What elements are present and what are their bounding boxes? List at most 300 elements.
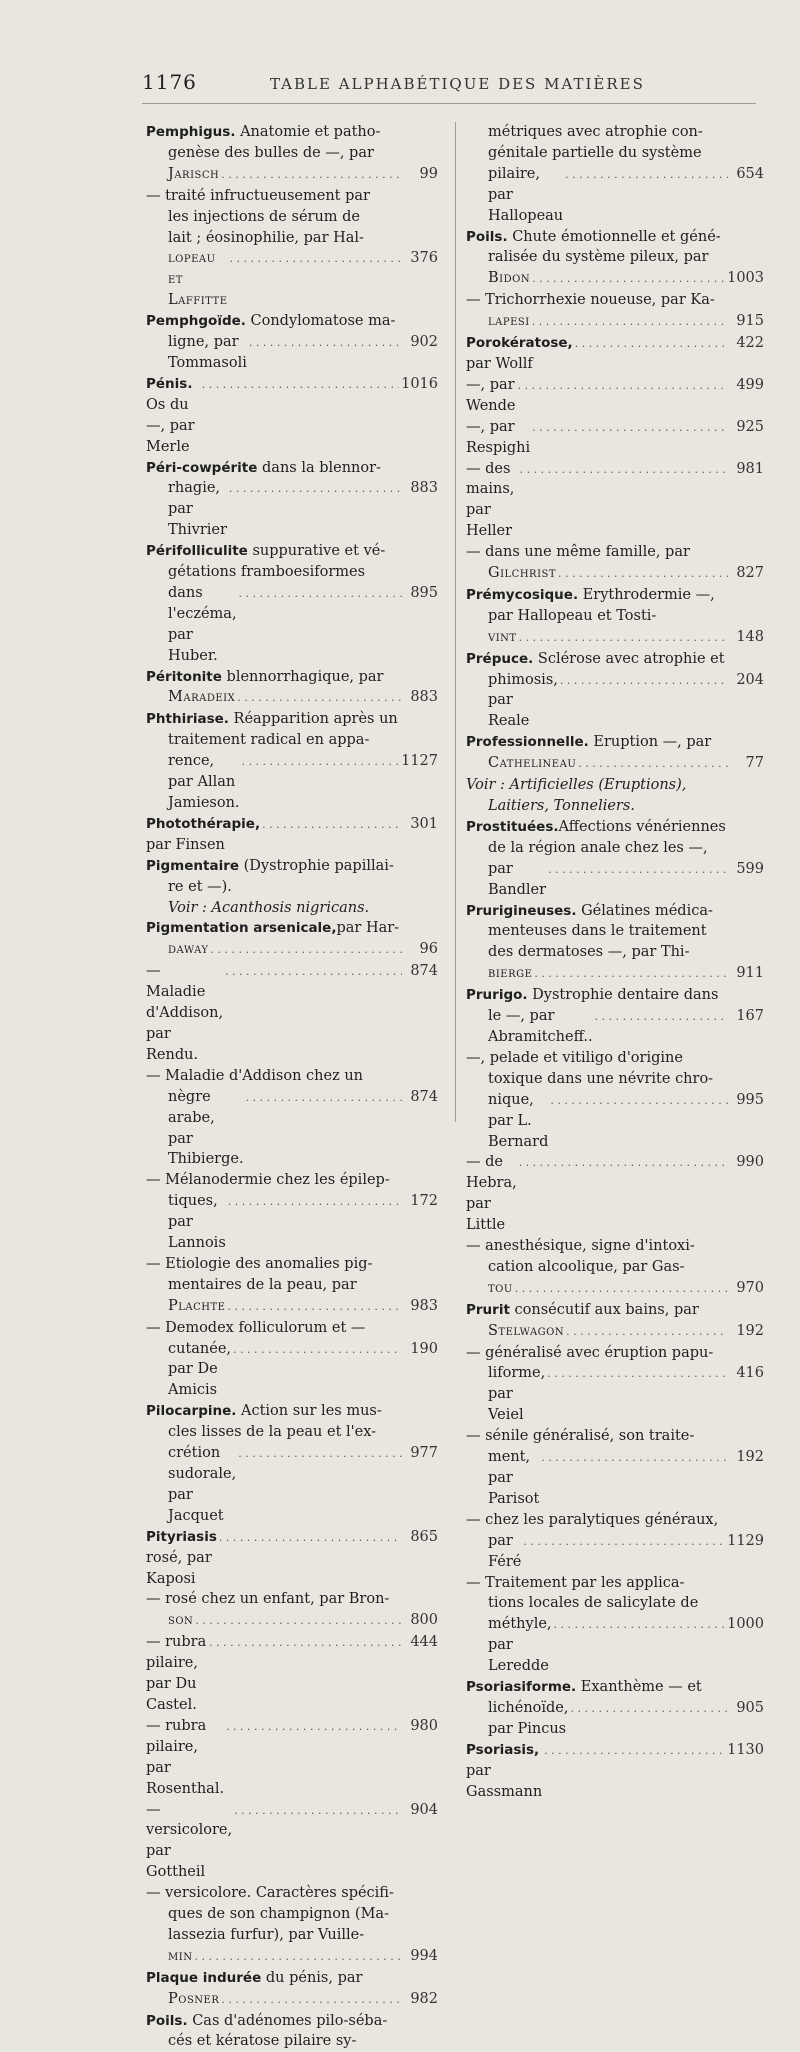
entry-line xyxy=(466,649,764,670)
entry-text: par Bandler xyxy=(488,860,547,898)
index-entry xyxy=(466,732,764,775)
entry-text: Bidon xyxy=(488,270,531,287)
index-entry xyxy=(466,649,764,733)
index-entry xyxy=(466,227,764,291)
dot-leader xyxy=(532,417,728,439)
entry-text: — rubra pilaire, par Du Castel. xyxy=(146,1634,207,1713)
entry-text: gétations framboesiformes xyxy=(168,564,366,581)
entry-text: — de Hebra, par Little xyxy=(466,1154,517,1234)
entry-line xyxy=(466,1531,764,1573)
index-entry xyxy=(146,667,438,710)
entry-line xyxy=(466,122,764,143)
page-reference: 499 xyxy=(736,376,764,393)
index-entry xyxy=(146,1318,438,1402)
entry-heading: Porokératose, xyxy=(466,335,573,352)
dot-leader xyxy=(225,961,402,983)
entry-text: Cas d'adénomes pilo-séba- xyxy=(187,2012,388,2029)
entry-text: le —, par Abramitcheff.. xyxy=(488,1008,593,1045)
entry-line xyxy=(466,1006,764,1048)
entry-text: (Dystrophie papillai- xyxy=(239,857,394,874)
entry-text: re et —). xyxy=(168,878,232,895)
index-entry xyxy=(466,417,764,459)
page-reference: 1003 xyxy=(727,270,764,287)
page-reference: 376 xyxy=(410,250,438,267)
entry-text: du pénis, par xyxy=(261,1969,363,1986)
entry-text: —, pelade et vitiligo d'origine xyxy=(466,1049,683,1066)
page-reference: 192 xyxy=(736,1322,764,1339)
dot-leader xyxy=(519,627,728,649)
index-entry xyxy=(146,918,438,961)
page-reference: 895 xyxy=(410,584,438,601)
entry-text: lopeau et Laffitte xyxy=(168,250,228,309)
entry-line xyxy=(146,1925,438,1946)
entry-line xyxy=(146,583,438,667)
entry-heading: Prurigo. xyxy=(466,987,528,1004)
page-reference: 905 xyxy=(736,1699,764,1716)
dot-leader xyxy=(239,583,402,605)
index-entry xyxy=(466,1048,764,1153)
entry-text: — anesthésique, signe d'intoxi- xyxy=(466,1238,695,1255)
entry-line xyxy=(146,1610,438,1632)
entry-line xyxy=(146,856,438,877)
entry-heading: Pemphigus. xyxy=(146,124,236,140)
page-reference: 99 xyxy=(419,165,438,182)
entry-text: vint xyxy=(488,628,517,645)
index-entry xyxy=(466,1426,764,1510)
entry-line xyxy=(146,186,438,207)
entry-text: dans l'eczéma, par Huber. xyxy=(168,584,237,664)
entry-text: — Demodex folliculorum et — xyxy=(146,1319,366,1336)
entry-line xyxy=(146,709,438,730)
page-reference: 994 xyxy=(410,1947,438,1964)
entry-text: Stelwagon xyxy=(488,1322,565,1339)
entry-line xyxy=(146,939,438,961)
page-reference: 416 xyxy=(736,1365,764,1382)
entry-text: Os du —, par Merle xyxy=(146,396,195,455)
index-entry xyxy=(466,1236,764,1300)
entry-text: par Féré xyxy=(488,1532,522,1570)
entry-text: de la région anale chez les —, xyxy=(488,839,708,856)
page-reference: 167 xyxy=(736,1008,764,1025)
entry-heading: Prostituées. xyxy=(466,818,559,835)
dot-leader xyxy=(195,1610,402,1632)
index-entry xyxy=(466,1677,764,1740)
entry-heading: Plaque indurée xyxy=(146,1969,262,1986)
dot-leader xyxy=(221,164,402,186)
dot-leader xyxy=(202,374,399,396)
dot-leader xyxy=(230,248,403,270)
entry-line xyxy=(146,2011,438,2032)
dot-leader xyxy=(558,563,728,585)
entry-text: — Maladie d'Addison, par Rendu. xyxy=(146,963,224,1063)
entry-line xyxy=(466,1257,764,1278)
dot-leader xyxy=(246,1087,402,1109)
entry-line xyxy=(146,478,438,541)
entry-line xyxy=(146,248,438,311)
page-reference: 204 xyxy=(736,671,764,688)
entry-heading: Pigmentaire xyxy=(146,857,240,874)
entry-text: des dermatoses —, par Thi- xyxy=(488,944,690,961)
page-reference: 800 xyxy=(410,1612,438,1629)
entry-text: — des mains, par Heller xyxy=(466,460,515,540)
dot-leader xyxy=(233,1339,402,1361)
page-reference: 980 xyxy=(410,1717,438,1734)
entry-text: genèse des bulles de —, par xyxy=(168,144,374,161)
entry-text: cutanée, par De Amicis xyxy=(168,1340,232,1399)
page-reference: 148 xyxy=(736,628,764,645)
entry-text: Maradeix xyxy=(168,689,236,706)
index-entry xyxy=(146,1883,438,1968)
entry-text: par Hallopeau et Tosti- xyxy=(488,607,657,624)
entry-text: lassezia furfur), par Vuille- xyxy=(168,1926,365,1943)
entry-line xyxy=(146,458,438,479)
entry-text: pilaire, par Hallopeau xyxy=(488,165,564,224)
entry-heading: Psoriasiforme. xyxy=(466,1679,577,1696)
entry-text: tiques, par Lannois xyxy=(168,1193,226,1252)
entry-line xyxy=(146,311,438,332)
entry-text: tou xyxy=(488,1279,513,1296)
entry-text: méthyle, par Leredde xyxy=(488,1616,552,1675)
entry-line xyxy=(466,796,764,817)
entry-text: lapesi xyxy=(488,313,530,330)
entry-line xyxy=(466,268,764,290)
entry-text: les injections de sérum de xyxy=(168,208,361,225)
entry-line xyxy=(466,921,764,942)
index-entry xyxy=(466,375,764,417)
entry-line xyxy=(146,1318,438,1339)
entry-line xyxy=(466,542,764,563)
index-entry xyxy=(466,985,764,1048)
entry-line xyxy=(466,333,764,375)
index-entry xyxy=(466,775,764,817)
entry-line xyxy=(146,541,438,562)
entry-text: cation alcoolique, par Gas- xyxy=(488,1258,685,1275)
entry-text: Gélatines médica- xyxy=(576,902,713,919)
entry-line xyxy=(466,1510,764,1531)
index-entry xyxy=(146,1254,438,1318)
entry-text: traitement radical en appa- xyxy=(168,732,370,749)
entry-text: rosé, par Kaposi xyxy=(146,1549,212,1587)
entry-text: ligne, par Tommasoli xyxy=(168,334,247,371)
entry-line xyxy=(466,1321,764,1343)
entry-heading: Pénis. xyxy=(146,375,193,392)
entry-line xyxy=(146,207,438,228)
index-entry xyxy=(146,1066,438,1171)
page-reference: 172 xyxy=(410,1193,438,1210)
entry-line xyxy=(466,627,764,649)
entry-line xyxy=(146,1904,438,1925)
page-reference: 911 xyxy=(736,965,764,982)
page-reference: 990 xyxy=(736,1154,764,1171)
entry-text: phimosis, par Reale xyxy=(488,671,558,730)
entry-text: ment, par Parisot xyxy=(488,1449,540,1507)
entry-line xyxy=(146,1527,438,1590)
page-reference: 192 xyxy=(736,1449,764,1466)
page-reference: 983 xyxy=(410,1297,438,1314)
dot-leader xyxy=(219,1527,402,1549)
dot-leader xyxy=(262,814,402,836)
entry-line xyxy=(466,247,764,268)
entry-text: — Trichorrhexie noueuse, par Ka- xyxy=(466,292,715,309)
entry-heading: Prurigineuses. xyxy=(466,902,577,919)
entry-text: — sénile généralisé, son traite- xyxy=(466,1428,695,1445)
page-reference: 599 xyxy=(736,860,764,877)
page-reference: 995 xyxy=(736,1091,764,1108)
dot-leader xyxy=(523,1531,725,1553)
entry-line xyxy=(466,1069,764,1090)
index-entry xyxy=(146,1632,438,1716)
dot-leader xyxy=(547,1363,728,1385)
page-reference: 925 xyxy=(736,418,764,435)
index-entry xyxy=(466,1740,764,1803)
index-entry xyxy=(146,856,438,919)
entry-heading: Poils. xyxy=(146,2012,188,2029)
page-reference: 190 xyxy=(410,1340,438,1357)
dot-leader xyxy=(242,751,400,773)
dot-leader xyxy=(229,478,402,500)
entry-line xyxy=(466,1236,764,1257)
dot-leader xyxy=(541,1447,728,1469)
entry-text: blennorrhagique, par xyxy=(221,668,384,685)
entry-line xyxy=(146,730,438,751)
entry-text: Cathelineau xyxy=(488,755,577,772)
index-entry xyxy=(466,122,764,227)
entry-line xyxy=(146,1800,438,1884)
entry-text: Laitiers, Tonneliers. xyxy=(488,798,635,814)
entry-line xyxy=(146,918,438,939)
entry-text: —, par Respighi xyxy=(466,418,531,456)
entry-line xyxy=(466,1363,764,1426)
index-entry xyxy=(466,817,764,901)
entry-text: son xyxy=(168,1612,194,1629)
entry-text: ralisée du système pileux, par xyxy=(488,249,709,266)
entry-line xyxy=(146,1422,438,1443)
entry-line xyxy=(146,2031,438,2052)
entry-text: Voir : Artificielles (Eruptions), xyxy=(466,777,687,794)
entry-text: lait ; éosinophilie, par Hal- xyxy=(168,229,364,246)
entry-line xyxy=(146,1254,438,1275)
entry-text: Voir : Acanthosis nigricans. xyxy=(168,899,370,916)
dot-leader xyxy=(221,1989,402,2011)
entry-line xyxy=(146,1443,438,1527)
dot-leader xyxy=(560,670,728,692)
dot-leader xyxy=(544,1740,725,1762)
entry-line xyxy=(146,961,438,1066)
entry-heading: Pityriasis xyxy=(146,1528,217,1545)
entry-text: — Mélanodermie chez les épilep- xyxy=(146,1172,390,1189)
entry-text: — Traitement par les applica- xyxy=(466,1574,685,1591)
dot-leader xyxy=(520,459,728,481)
entry-line xyxy=(466,227,764,248)
dot-leader xyxy=(595,1006,728,1028)
entry-text: consécutif aux bains, par xyxy=(509,1301,699,1318)
entry-line xyxy=(466,164,764,227)
dot-leader xyxy=(550,1090,728,1112)
entry-line xyxy=(146,228,438,249)
entry-text: min xyxy=(168,1947,193,1964)
page-reference: 874 xyxy=(410,963,438,980)
entry-line xyxy=(466,1573,764,1594)
entry-text: Condylomatose ma- xyxy=(245,313,396,330)
entry-text: Jarisch xyxy=(168,165,220,182)
entry-text: Dystrophie dentaire dans xyxy=(527,987,719,1004)
entry-line xyxy=(466,859,764,901)
entry-text: par Wollf xyxy=(466,355,533,372)
entry-line xyxy=(146,1989,438,2011)
dot-leader xyxy=(238,1443,402,1465)
entry-line xyxy=(466,670,764,733)
entry-line xyxy=(146,1589,438,1610)
index-entry xyxy=(146,1589,438,1632)
entry-line xyxy=(466,1152,764,1236)
entry-text: par Gassmann xyxy=(466,1762,543,1800)
entry-line xyxy=(146,1401,438,1422)
entry-line xyxy=(146,687,438,709)
entry-text: daway xyxy=(168,941,209,958)
index-entry xyxy=(146,458,438,542)
index-entry xyxy=(466,1300,764,1343)
entry-heading: Prémycosique. xyxy=(466,586,579,603)
dot-leader xyxy=(226,1716,402,1738)
index-entry xyxy=(146,1527,438,1590)
entry-line xyxy=(466,1677,764,1698)
entry-text: — versicolore, par Gottheil xyxy=(146,1801,233,1881)
page-reference: 904 xyxy=(410,1801,438,1818)
page-reference: 827 xyxy=(736,565,764,582)
index-entry xyxy=(466,333,764,375)
entry-line xyxy=(466,311,764,333)
entry-heading: Pigmentation arsenicale, xyxy=(146,920,337,937)
entry-line xyxy=(466,1614,764,1677)
entry-text: — rubra pilaire, par Rosenthal. xyxy=(146,1717,225,1797)
index-entry xyxy=(146,541,438,666)
entry-text: liforme, par Veiel xyxy=(488,1365,546,1424)
page-reference: 915 xyxy=(736,313,764,330)
page-reference: 422 xyxy=(736,335,764,352)
entry-line xyxy=(466,1447,764,1510)
running-head: TABLE ALPHABÉTIQUE DES MATIÈRES xyxy=(270,75,645,93)
entry-line xyxy=(466,1343,764,1364)
entry-heading: Prurit xyxy=(466,1301,510,1318)
page-reference: 1000 xyxy=(727,1616,764,1633)
dot-leader xyxy=(515,1278,728,1300)
entry-text: ques de son champignon (Ma- xyxy=(168,1906,389,1923)
entry-line xyxy=(146,877,438,898)
entry-text: Action sur les mus- xyxy=(236,1403,382,1420)
page-reference: 981 xyxy=(736,460,764,477)
entry-text: — versicolore. Caractères spécifi- xyxy=(146,1885,394,1902)
index-entry xyxy=(466,901,764,986)
page-reference: 1129 xyxy=(727,1532,764,1549)
entry-text: rence, par Allan Jamieson. xyxy=(168,753,240,811)
entry-line xyxy=(146,1066,438,1087)
entry-line xyxy=(146,814,438,856)
entry-heading: Péri-cowpérite xyxy=(146,459,258,476)
index-entry xyxy=(146,374,438,458)
entry-text: — Maladie d'Addison chez un xyxy=(146,1067,364,1084)
page-reference: 444 xyxy=(410,1634,438,1651)
page-reference: 883 xyxy=(410,689,438,706)
entry-heading: Pemphgoïde. xyxy=(146,313,246,330)
entry-heading: Psoriasis, xyxy=(466,1741,540,1758)
page-reference: 902 xyxy=(410,334,438,351)
dot-leader xyxy=(249,332,402,354)
dot-leader xyxy=(548,859,728,881)
entry-line xyxy=(146,1632,438,1716)
entry-line xyxy=(466,606,764,627)
entry-text: — traité infructueusement par xyxy=(146,187,370,204)
index-entry xyxy=(146,961,438,1066)
dot-leader xyxy=(234,1800,402,1822)
entry-text: métriques avec atrophie con- xyxy=(488,124,703,140)
entry-line xyxy=(466,375,764,417)
entry-line xyxy=(146,1716,438,1800)
entry-heading: Professionnelle. xyxy=(466,734,589,751)
entry-line xyxy=(466,1698,764,1740)
dot-leader xyxy=(575,333,728,355)
entry-text: — chez les paralytiques généraux, xyxy=(466,1511,719,1528)
entry-text: bierge xyxy=(488,965,533,982)
dot-leader xyxy=(228,1191,402,1213)
page-reference: 1130 xyxy=(727,1741,764,1758)
index-entry xyxy=(466,1573,764,1678)
entry-text: Anatomie et patho- xyxy=(235,124,381,140)
entry-text: — dans une même famille, par xyxy=(466,544,690,561)
entry-line xyxy=(466,563,764,585)
entry-heading: Photothérapie, xyxy=(146,815,261,832)
entry-line xyxy=(146,667,438,688)
dot-leader xyxy=(519,1152,728,1174)
dot-leader xyxy=(534,963,728,985)
index-entry xyxy=(466,1343,764,1427)
entry-heading: Périfolliculite xyxy=(146,543,248,560)
index-entry xyxy=(146,1716,438,1800)
entry-text: génitale partielle du système xyxy=(488,144,702,161)
page-reference: 96 xyxy=(419,941,438,958)
entry-line xyxy=(146,1191,438,1254)
entry-line xyxy=(466,942,764,963)
dot-leader xyxy=(211,939,402,961)
entry-text: Posner xyxy=(168,1990,220,2007)
dot-leader xyxy=(237,687,402,709)
dot-leader xyxy=(194,1946,402,1968)
page-reference: 865 xyxy=(410,1528,438,1545)
entry-line xyxy=(466,459,764,543)
entry-line xyxy=(466,417,764,459)
entry-line xyxy=(146,332,438,374)
entry-line xyxy=(146,1946,438,1968)
page-reference: 970 xyxy=(736,1279,764,1296)
index-entry xyxy=(466,542,764,585)
entry-line xyxy=(466,1740,764,1803)
entry-text: dans la blennor- xyxy=(257,459,381,476)
entry-text: suppurative et vé- xyxy=(247,543,386,560)
entry-line xyxy=(466,1300,764,1321)
page-reference: 1127 xyxy=(401,753,438,770)
page-reference: 977 xyxy=(410,1445,438,1462)
entry-text: rhagie, par Thivrier xyxy=(168,480,227,539)
page-reference: 654 xyxy=(736,165,764,182)
entry-text: — généralisé avec éruption papu- xyxy=(466,1344,714,1361)
entry-line xyxy=(146,374,438,458)
entry-text: Plachte xyxy=(168,1297,226,1314)
entry-line xyxy=(466,1278,764,1300)
index-entry xyxy=(466,1510,764,1573)
entry-text: par Har- xyxy=(336,920,400,937)
entry-text: menteuses dans le traitement xyxy=(488,923,707,940)
entry-text: — rosé chez un enfant, par Bron- xyxy=(146,1591,390,1608)
index-entry xyxy=(146,709,438,814)
